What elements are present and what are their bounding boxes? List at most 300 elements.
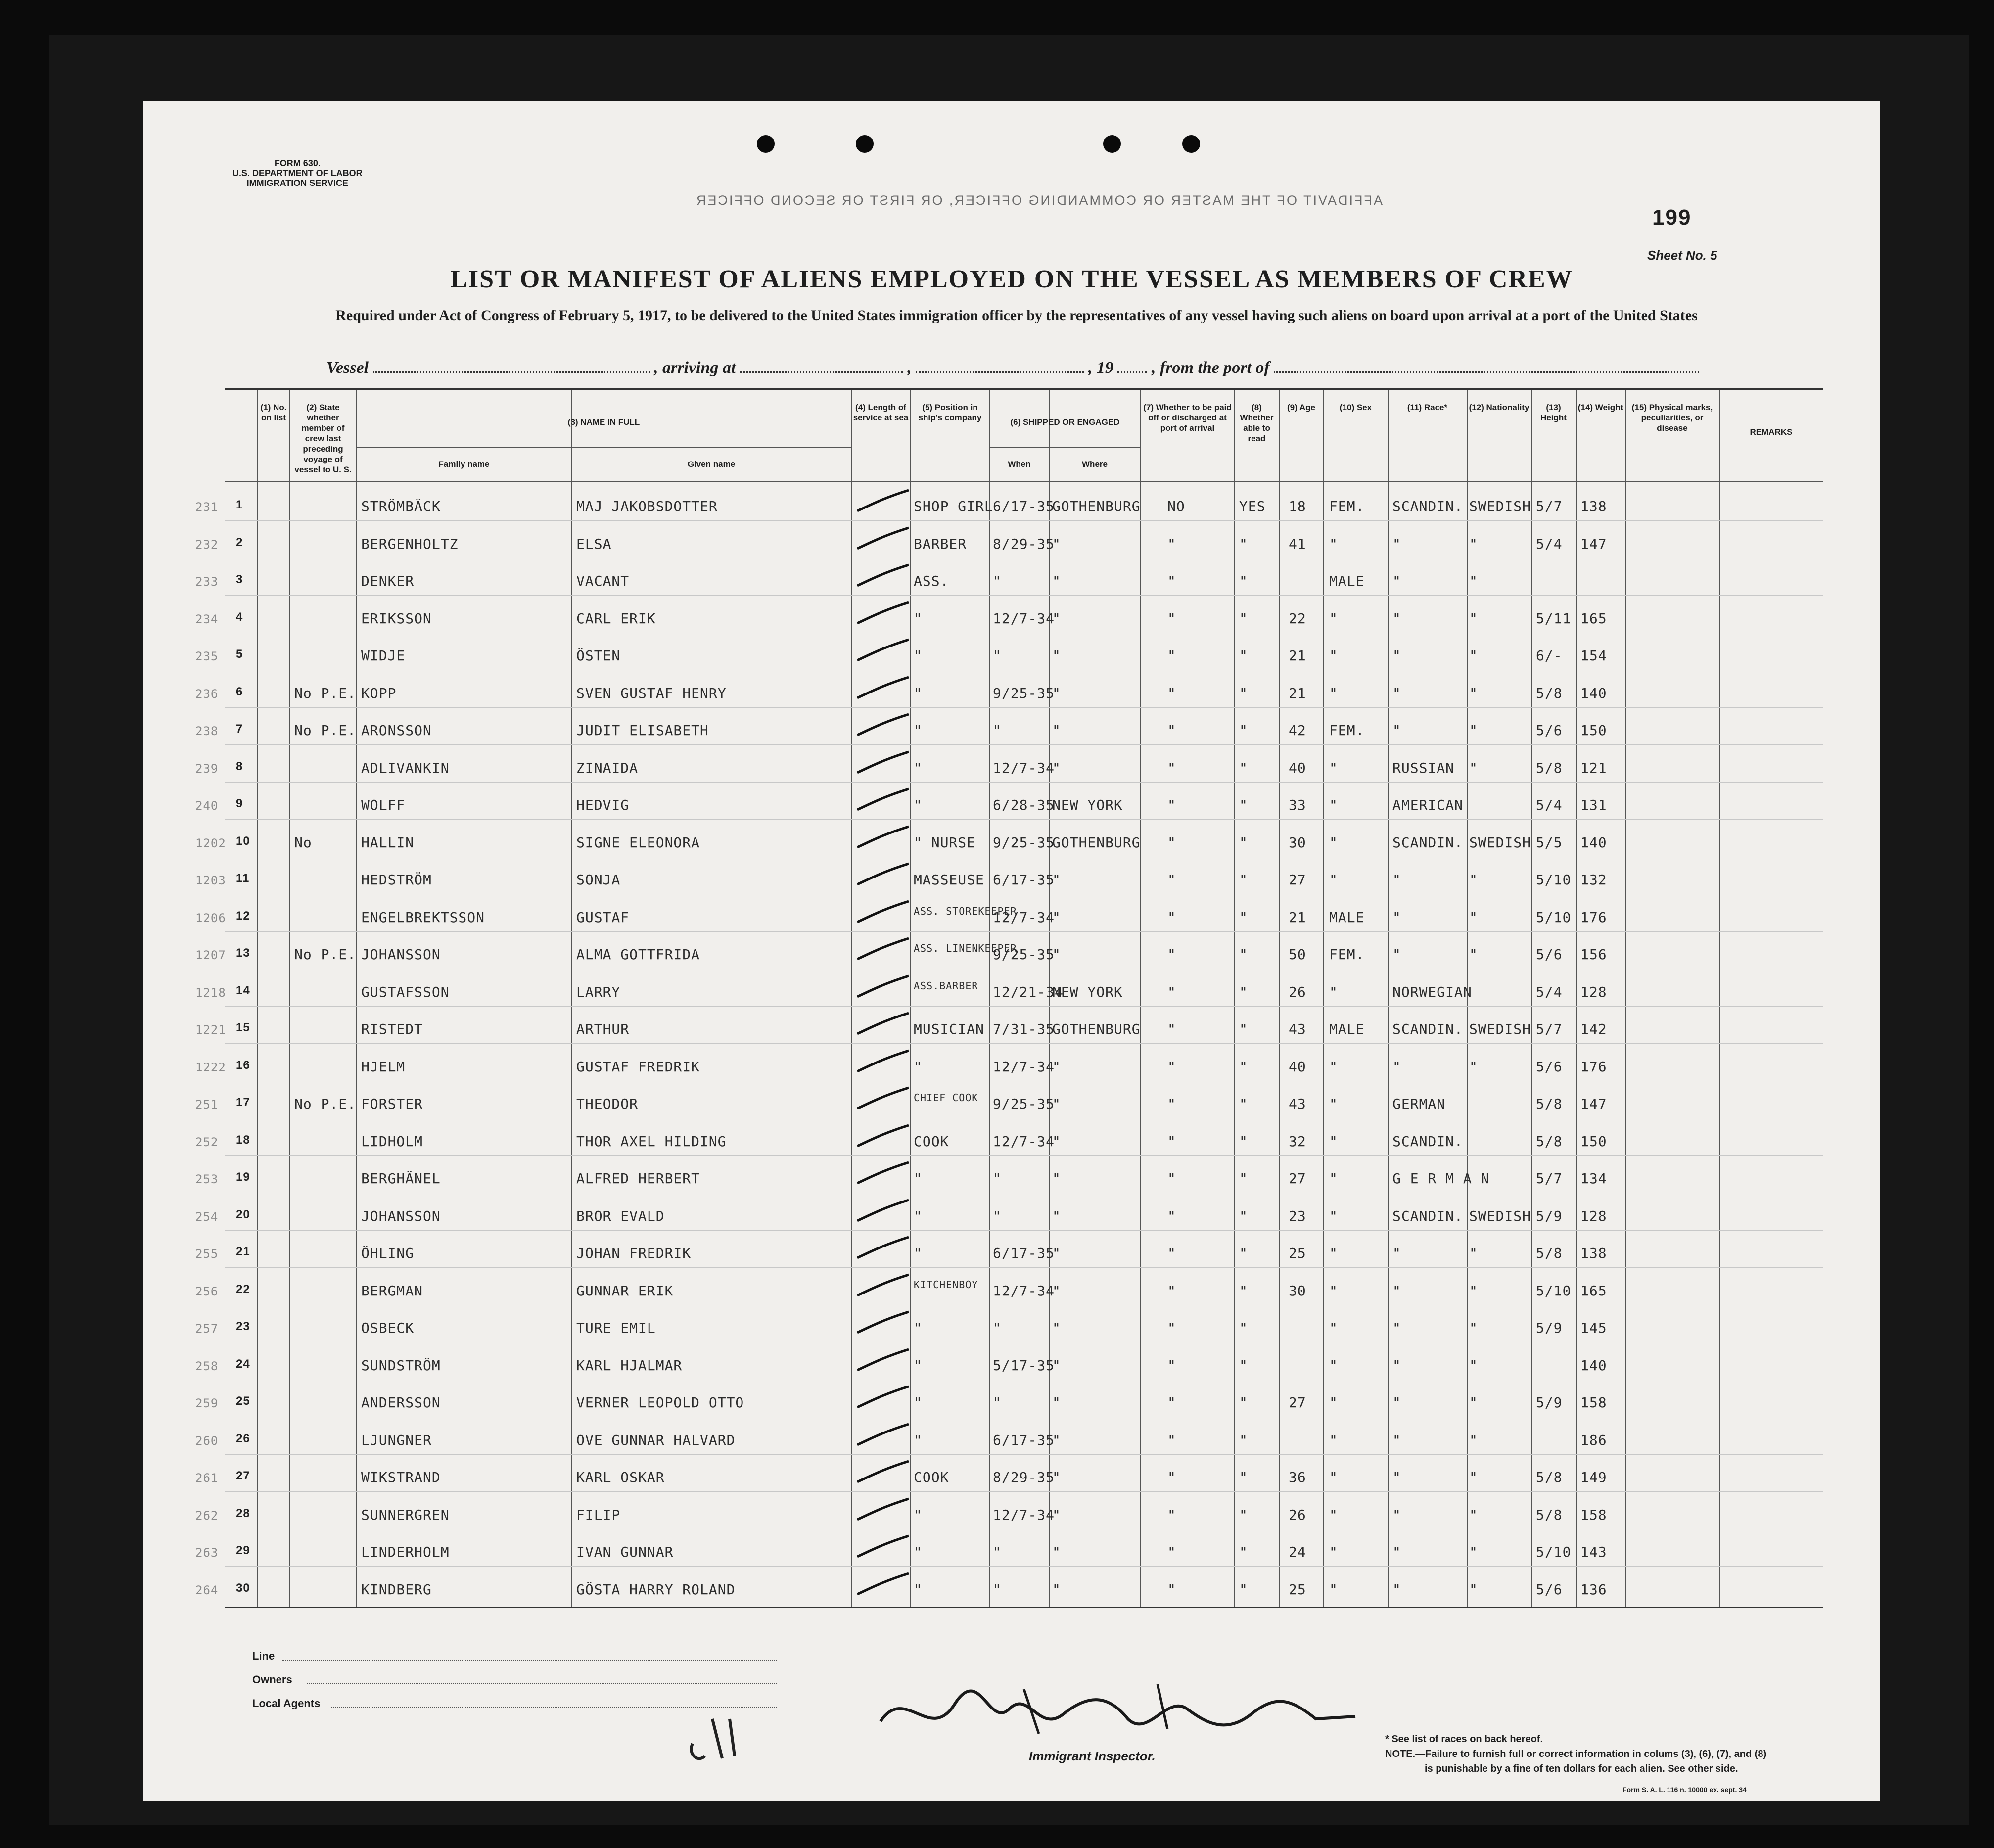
page-subtitle: Required under Act of Congress of February 5, 1917, to be delivered to the United States immigration officer by the representatives of any vessel having such aliens on board upon arrival at a port of the United States (335, 307, 1698, 323)
cell-margin: 234 (195, 612, 219, 626)
cell-race: " (1392, 1432, 1401, 1448)
cell-wt: 142 (1580, 1021, 1607, 1037)
cell-read: " (1239, 1320, 1248, 1336)
cell-family: ENGELBREKTSSON (361, 909, 485, 925)
cell-paid: " (1167, 573, 1176, 589)
cell-given: ZINAIDA (576, 759, 639, 776)
cell-sex: " (1329, 759, 1338, 776)
cell-given: BROR EVALD (576, 1207, 665, 1224)
cell-ht: 5/8 (1536, 1506, 1563, 1523)
cell-where: " (1052, 759, 1061, 776)
cell-ht: 5/7 (1536, 1170, 1563, 1187)
checkmark-icon (853, 824, 913, 852)
cell-wt: 186 (1580, 1432, 1607, 1448)
cell-nat: " (1469, 573, 1478, 589)
checkmark-icon (853, 637, 913, 665)
cell-nat: " (1469, 647, 1478, 664)
header-weight: (14) Weight (1577, 403, 1623, 412)
cell-sex: " (1329, 1544, 1338, 1560)
cell-given: KARL OSKAR (576, 1469, 665, 1485)
header-name: (3) NAME IN FULL (567, 417, 640, 427)
cell-wt: 121 (1580, 759, 1607, 776)
checkmark-icon (853, 487, 913, 516)
cell-when: " (993, 1581, 1002, 1598)
cell-sex: FEM. (1329, 946, 1365, 963)
header-where: Where (1082, 460, 1108, 469)
cell-given: JUDIT ELISABETH (576, 722, 709, 739)
table-row (195, 595, 1823, 633)
cell-margin: 1202 (195, 836, 226, 850)
cell-read: " (1239, 1096, 1248, 1112)
cell-margin: 1218 (195, 985, 226, 1000)
table-row (195, 968, 1823, 1007)
cell-prev: No P.E. (294, 722, 357, 739)
cell-no: 24 (236, 1357, 250, 1371)
cell-age: 27 (1289, 1394, 1306, 1411)
cell-wt: 145 (1580, 1320, 1607, 1336)
cell-sex: " (1329, 1058, 1338, 1075)
cell-wt: 143 (1580, 1544, 1607, 1560)
cell-nat: " (1469, 1469, 1478, 1485)
cell-nat: " (1469, 535, 1478, 552)
cell-given: IVAN GUNNAR (576, 1544, 674, 1560)
cell-wt: 140 (1580, 1357, 1607, 1374)
cell-pos: " (914, 1058, 923, 1075)
cell-margin: 263 (195, 1546, 219, 1560)
cell-read: " (1239, 1133, 1248, 1150)
cell-ht: 5/6 (1536, 1581, 1563, 1598)
affidavit-bleedthrough: AFFIDAVIT OF THE MASTER OR COMMANDING OFFICER, OR FIRST OR SECOND OFFICER (695, 193, 1383, 208)
cell-ht: 5/4 (1536, 535, 1563, 552)
cell-nat: SWEDISH (1469, 498, 1531, 514)
cell-sex: FEM. (1329, 722, 1365, 739)
cell-pos: KITCHENBOY (914, 1278, 978, 1291)
cell-age: 18 (1289, 498, 1306, 514)
cell-when: 9/25-35 (993, 685, 1055, 701)
cell-given: VACANT (576, 573, 630, 589)
cell-when: 8/29-35 (993, 1469, 1055, 1485)
table-row (195, 1155, 1823, 1193)
cell-age: 33 (1289, 797, 1306, 813)
cell-read: " (1239, 834, 1248, 851)
cell-age: 43 (1289, 1021, 1306, 1037)
cell-paid: " (1167, 535, 1176, 552)
cell-no: 1 (236, 498, 243, 511)
cell-margin: 257 (195, 1322, 219, 1336)
cell-family: HJELM (361, 1058, 406, 1075)
cell-read: " (1239, 1357, 1248, 1374)
cell-given: SIGNE ELEONORA (576, 834, 700, 851)
cell-sex: FEM. (1329, 498, 1365, 514)
local-agents-field[interactable] (331, 1707, 777, 1708)
cell-when: " (993, 1207, 1002, 1224)
cell-given: ALMA GOTTFRIDA (576, 946, 700, 963)
cell-margin: 231 (195, 500, 219, 514)
cell-age: 26 (1289, 1506, 1306, 1523)
cell-where: " (1052, 722, 1061, 739)
cell-wt: 132 (1580, 872, 1607, 888)
header-height: (13) Height (1540, 403, 1567, 422)
cell-wt: 136 (1580, 1581, 1607, 1598)
cell-pos: " (914, 1245, 923, 1261)
cell-pos: SHOP GIRL (914, 498, 993, 514)
cell-paid: " (1167, 1357, 1176, 1374)
cell-given: GÖSTA HARRY ROLAND (576, 1581, 736, 1598)
cell-pos: ASS. (914, 573, 949, 589)
cell-read: " (1239, 1394, 1248, 1411)
cell-sex: " (1329, 1320, 1338, 1336)
header-physical-marks: (15) Physical marks, peculiarities, or disease (1631, 403, 1713, 433)
table-row (195, 1566, 1823, 1604)
cell-given: ÖSTEN (576, 647, 621, 664)
cell-given: ALFRED HERBERT (576, 1170, 700, 1187)
sheet-number: Sheet No. 5 (1647, 248, 1717, 263)
cell-no: 21 (236, 1245, 250, 1258)
checkmark-icon (853, 1421, 913, 1450)
cell-given: OVE GUNNAR HALVARD (576, 1432, 736, 1448)
cell-wt: 156 (1580, 946, 1607, 963)
cell-ht: 5/7 (1536, 1021, 1563, 1037)
cell-read: " (1239, 1469, 1248, 1485)
cell-pos: " (914, 797, 923, 813)
checkmark-icon (853, 898, 913, 927)
cell-paid: " (1167, 1320, 1176, 1336)
table-row (195, 1416, 1823, 1455)
cell-family: RISTEDT (361, 1021, 423, 1037)
cell-margin: 1221 (195, 1023, 226, 1037)
cell-wt: 147 (1580, 535, 1607, 552)
header-shipped: (6) SHIPPED OR ENGAGED (1010, 417, 1120, 427)
crew-table (195, 388, 1823, 1608)
cell-when: " (993, 1320, 1002, 1336)
cell-when: 6/28-35 (993, 797, 1055, 813)
cell-paid: " (1167, 872, 1176, 888)
vessel-field[interactable] (373, 360, 650, 373)
arriving-field-2[interactable] (916, 360, 1084, 373)
cell-prev: No P.E. (294, 1096, 357, 1112)
cell-family: SUNDSTRÖM (361, 1357, 441, 1374)
race-note: * See list of races on back hereof. (1385, 1734, 1543, 1745)
cell-given: HEDVIG (576, 797, 630, 813)
cell-margin: 258 (195, 1359, 219, 1373)
cell-no: 8 (236, 759, 243, 773)
cell-sex: MALE (1329, 573, 1365, 589)
cell-where: " (1052, 535, 1061, 552)
cell-sex: " (1329, 1506, 1338, 1523)
cell-race: " (1392, 1320, 1401, 1336)
cell-when: " (993, 1170, 1002, 1187)
cell-race: G E R M A N (1392, 1170, 1490, 1187)
cell-given: SVEN GUSTAF HENRY (576, 685, 727, 701)
table-row (195, 1192, 1823, 1231)
line-field[interactable] (282, 1660, 777, 1661)
table-row (195, 1267, 1823, 1305)
checkmark-icon (853, 749, 913, 778)
header-position: (5) Position in ship's company (918, 403, 982, 422)
cell-prev: No P.E. (294, 685, 357, 701)
cell-no: 26 (236, 1432, 250, 1445)
table-row (195, 781, 1823, 820)
cell-pos: MUSICIAN (914, 1021, 984, 1037)
cell-age: 25 (1289, 1245, 1306, 1261)
cell-wt: 165 (1580, 610, 1607, 627)
checkmark-icon (853, 1010, 913, 1039)
cell-where: " (1052, 1469, 1061, 1485)
cell-no: 28 (236, 1506, 250, 1520)
cell-margin: 236 (195, 687, 219, 701)
arriving-field[interactable] (740, 360, 903, 373)
cell-given: SONJA (576, 872, 621, 888)
cell-paid: " (1167, 722, 1176, 739)
cell-when: 12/7-34 (993, 1058, 1055, 1075)
cell-nat: SWEDISH (1469, 1207, 1531, 1224)
cell-ht: 5/5 (1536, 834, 1563, 851)
cell-read: " (1239, 1245, 1248, 1261)
cell-ht: 5/9 (1536, 1207, 1563, 1224)
cell-prev: No (294, 834, 312, 851)
header-service-length: (4) Length of service at sea (853, 403, 909, 422)
cell-family: WIDJE (361, 647, 406, 664)
cell-no: 17 (236, 1096, 250, 1109)
cell-sex: MALE (1329, 909, 1365, 925)
cell-margin: 239 (195, 761, 219, 776)
table-row (195, 1043, 1823, 1081)
header-given-name: Given name (687, 460, 736, 469)
cell-ht: 5/10 (1536, 872, 1572, 888)
cell-read: " (1239, 1207, 1248, 1224)
cell-where: " (1052, 647, 1061, 664)
checkmark-icon (853, 1234, 913, 1263)
cell-pos: " (914, 647, 923, 664)
cell-race: " (1392, 909, 1401, 925)
cell-where: " (1052, 1282, 1061, 1299)
cell-paid: " (1167, 1133, 1176, 1150)
cell-ht: 6/- (1536, 647, 1563, 664)
cell-nat: " (1469, 1432, 1478, 1448)
cell-race: AMERICAN (1392, 797, 1463, 813)
cell-pos: COOK (914, 1133, 949, 1150)
cell-when: 6/17-35 (993, 1432, 1055, 1448)
cell-no: 27 (236, 1469, 250, 1482)
cell-paid: " (1167, 1544, 1176, 1560)
punch-hole (1103, 135, 1121, 153)
cell-wt: 176 (1580, 1058, 1607, 1075)
cell-family: LIDHOLM (361, 1133, 423, 1150)
vessel-line: Vessel , arriving at , , 19 , from the port of (326, 359, 1699, 377)
cell-paid: " (1167, 1394, 1176, 1411)
failure-note: NOTE.—Failure to furnish full or correct information in colums (3), (6), (7), and (8) (1385, 1749, 1767, 1759)
cell-no: 13 (236, 946, 250, 960)
cell-age: 22 (1289, 610, 1306, 627)
cell-where: " (1052, 1207, 1061, 1224)
cell-nat: " (1469, 759, 1478, 776)
cell-age: 24 (1289, 1544, 1306, 1560)
checkmark-icon (853, 525, 913, 554)
cell-age: 50 (1289, 946, 1306, 963)
cell-wt: 131 (1580, 797, 1607, 813)
cell-family: ANDERSSON (361, 1394, 441, 1411)
cell-age: 40 (1289, 1058, 1306, 1075)
cell-nat: " (1469, 1506, 1478, 1523)
cell-where: " (1052, 1133, 1061, 1150)
table-row (195, 632, 1823, 670)
cell-race: GERMAN (1392, 1096, 1446, 1112)
cell-no: 6 (236, 685, 243, 698)
cell-margin: 1222 (195, 1060, 226, 1074)
cell-ht: 5/8 (1536, 759, 1563, 776)
arriving-label: , arriving at (654, 359, 736, 377)
cell-race: NORWEGIAN (1392, 983, 1472, 1000)
cell-paid: " (1167, 983, 1176, 1000)
cell-family: ARONSSON (361, 722, 432, 739)
cell-paid: " (1167, 647, 1176, 664)
cell-margin: 254 (195, 1209, 219, 1224)
cell-no: 3 (236, 573, 243, 586)
cell-read: " (1239, 535, 1248, 552)
cell-race: SCANDIN. (1392, 834, 1463, 851)
table-row (195, 669, 1823, 708)
cell-when: 12/7-34 (993, 610, 1055, 627)
cell-pos: " (914, 1170, 923, 1187)
cell-sex: " (1329, 1245, 1338, 1261)
cell-paid: " (1167, 1432, 1176, 1448)
cell-race: RUSSIAN (1392, 759, 1455, 776)
cell-no: 23 (236, 1320, 250, 1333)
cell-ht: 5/10 (1536, 1544, 1572, 1560)
cell-nat: " (1469, 1394, 1478, 1411)
cell-paid: " (1167, 797, 1176, 813)
cell-no: 16 (236, 1058, 250, 1072)
cell-where: " (1052, 573, 1061, 589)
cell-nat: " (1469, 1245, 1478, 1261)
cell-paid: " (1167, 685, 1176, 701)
table-row (195, 1229, 1823, 1268)
cell-where: " (1052, 946, 1061, 963)
year-field[interactable] (1117, 360, 1147, 373)
cell-ht: 5/4 (1536, 983, 1563, 1000)
cell-paid: " (1167, 946, 1176, 963)
cell-where: " (1052, 1394, 1061, 1411)
cell-wt: 149 (1580, 1469, 1607, 1485)
cell-pos: " (914, 610, 923, 627)
cell-race: " (1392, 685, 1401, 701)
from-port-field[interactable] (1274, 360, 1699, 373)
cell-margin: 264 (195, 1583, 219, 1597)
cell-race: " (1392, 722, 1401, 739)
cell-given: THEODOR (576, 1096, 639, 1112)
cell-family: SUNNERGREN (361, 1506, 450, 1523)
cell-paid: " (1167, 610, 1176, 627)
cell-sex: " (1329, 1432, 1338, 1448)
cell-wt: 154 (1580, 647, 1607, 664)
cell-sex: " (1329, 535, 1338, 552)
cell-wt: 134 (1580, 1170, 1607, 1187)
cell-read: " (1239, 1506, 1248, 1523)
cell-when: 6/17-35 (993, 1245, 1055, 1261)
cell-race: SCANDIN. (1392, 1133, 1463, 1150)
cell-paid: " (1167, 909, 1176, 925)
checkmark-icon (853, 786, 913, 815)
cell-age: 30 (1289, 834, 1306, 851)
cell-paid: " (1167, 1282, 1176, 1299)
cell-margin: 260 (195, 1433, 219, 1448)
cell-family: LINDERHOLM (361, 1544, 450, 1560)
cell-family: KOPP (361, 685, 397, 701)
fine-note: is punishable by a fine of ten dollars for each alien. See other side. (1425, 1763, 1738, 1774)
checkmark-icon (853, 562, 913, 591)
cell-paid: " (1167, 1170, 1176, 1187)
cell-no: 22 (236, 1282, 250, 1296)
cell-sex: " (1329, 647, 1338, 664)
cell-when: 9/25-35 (993, 946, 1055, 963)
cell-when: " (993, 647, 1002, 664)
cell-nat: " (1469, 1544, 1478, 1560)
cell-pos: " (914, 1207, 923, 1224)
cell-nat: " (1469, 1282, 1478, 1299)
cell-pos: " (914, 1581, 923, 1598)
checkmark-icon (853, 1048, 913, 1076)
cell-ht: 5/10 (1536, 909, 1572, 925)
cell-ht: 5/8 (1536, 1133, 1563, 1150)
cell-family: BERGENHOLTZ (361, 535, 459, 552)
cell-margin: 252 (195, 1135, 219, 1149)
cell-wt: 150 (1580, 722, 1607, 739)
cell-family: FORSTER (361, 1096, 423, 1112)
cell-read: " (1239, 1581, 1248, 1598)
cell-when: 8/29-35 (993, 535, 1055, 552)
cell-family: ADLIVANKIN (361, 759, 450, 776)
checkmark-icon (853, 1085, 913, 1113)
cell-age: 21 (1289, 685, 1306, 701)
cell-sex: " (1329, 1469, 1338, 1485)
cell-ht: 5/8 (1536, 1096, 1563, 1112)
cell-race: SCANDIN. (1392, 1021, 1463, 1037)
cell-sex: " (1329, 1282, 1338, 1299)
cell-wt: 128 (1580, 983, 1607, 1000)
cell-nat: " (1469, 722, 1478, 739)
cell-no: 11 (236, 872, 250, 885)
cell-when: " (993, 1394, 1002, 1411)
cell-given: MAJ JAKOBSDOTTER (576, 498, 718, 514)
cell-margin: 255 (195, 1247, 219, 1261)
cell-where: " (1052, 872, 1061, 888)
checkmark-icon (853, 1346, 913, 1375)
service-name: IMMIGRATION SERVICE (246, 178, 349, 188)
cell-family: KINDBERG (361, 1581, 432, 1598)
checkmark-icon (853, 1384, 913, 1412)
cell-read: " (1239, 946, 1248, 963)
owners-field[interactable] (307, 1683, 777, 1684)
cell-ht: 5/8 (1536, 1245, 1563, 1261)
cell-when: 9/25-35 (993, 1096, 1055, 1112)
cell-pos: ASS. LINENKEEPER (914, 942, 1017, 954)
cell-margin: 1207 (195, 948, 226, 962)
cell-family: WIKSTRAND (361, 1469, 441, 1485)
cell-paid: NO (1167, 498, 1185, 514)
header-prev-voyage: (2) State whether member of crew last preceding voyage of vessel to U. S. (294, 403, 352, 474)
cell-margin: 262 (195, 1508, 219, 1523)
cell-family: WOLFF (361, 797, 406, 813)
cell-no: 15 (236, 1021, 250, 1034)
cell-pos: BARBER (914, 535, 967, 552)
cell-no: 25 (236, 1394, 250, 1408)
manifest-sheet (143, 101, 1880, 1801)
cell-when: 5/17-35 (993, 1357, 1055, 1374)
year-label: , 19 (1088, 359, 1113, 377)
cell-nat: " (1469, 1320, 1478, 1336)
cell-race: " (1392, 1506, 1401, 1523)
cell-race: " (1392, 1469, 1401, 1485)
